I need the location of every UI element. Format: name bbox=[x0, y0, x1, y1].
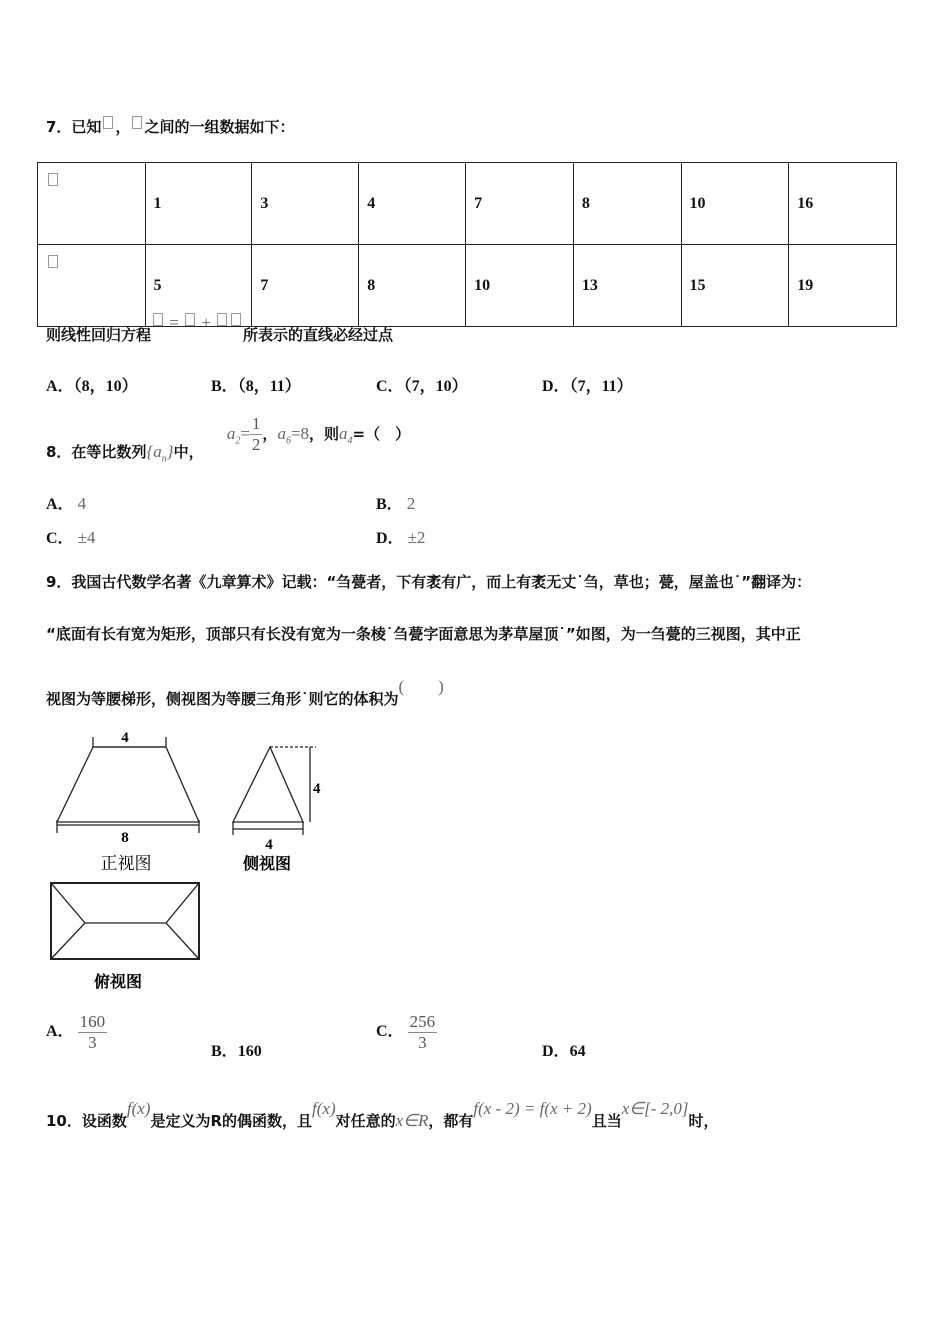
q8-half_num: 1 bbox=[251, 414, 261, 433]
q8-then: ，则 bbox=[309, 425, 340, 443]
q10-m2: f(x - 2) = f(x + 2) bbox=[473, 1099, 592, 1118]
cell: 1 bbox=[145, 163, 252, 245]
front-caption: 正视图 bbox=[100, 854, 152, 874]
q10-p2: 是定义为R的偶函数，且 bbox=[150, 1112, 313, 1130]
front-bottom-label: 8 bbox=[121, 830, 129, 846]
q7-option-b[interactable] bbox=[211, 373, 301, 396]
q9-line1: 9．我国古代数学名著《九章算术》记载：“刍甍者，下有袤有广，而上有袤无丈˙刍，草也；甍，屋盖也˙”翻译为： bbox=[46, 573, 812, 591]
q9-options-3-label: D． bbox=[542, 1043, 570, 1060]
q9-line2: “底面有长有宽为矩形，顶部只有长没有宽为一条棱˙刍甍字面意思为茅草屋顶˙”如图，为一刍甍的三视图，其中正 bbox=[46, 625, 801, 643]
q10-p4: ，都有 bbox=[428, 1112, 474, 1130]
cell: 16 bbox=[789, 163, 897, 245]
q9-option-c[interactable] bbox=[376, 1012, 437, 1053]
q8-options-3-text: ±2 bbox=[407, 528, 426, 547]
q8-tail: =（ ） bbox=[352, 425, 411, 443]
q7-options-2-label: C． bbox=[376, 378, 404, 395]
q9-options-1-label: B． bbox=[211, 1043, 238, 1060]
cell: 5 bbox=[145, 245, 252, 327]
q8-options-3-label: D． bbox=[376, 530, 404, 547]
q9-options-0-den: 3 bbox=[88, 1033, 97, 1052]
q7-option-a[interactable] bbox=[46, 373, 138, 396]
q8-seq_sub: n bbox=[161, 453, 167, 465]
q9-options-3-text: 64 bbox=[569, 1043, 586, 1060]
q8-stem: 8．在等比数列$\{a_n\}$中， $a_2=$ $\frac{1}{2}$ ，$a_6=8$，则$a_4=$（ ） bbox=[46, 414, 411, 465]
q7-options-1-label: B． bbox=[211, 378, 238, 395]
cell: 3 bbox=[252, 163, 359, 245]
q8-options-1-label: B． bbox=[376, 496, 403, 513]
cell: 13 bbox=[573, 245, 681, 327]
q8-a4_sub: 4 bbox=[347, 435, 353, 447]
q8-option-a[interactable] bbox=[46, 491, 86, 514]
q8-a4: a bbox=[339, 424, 348, 443]
q8-options-2-label: C． bbox=[46, 530, 74, 547]
cell: 10 bbox=[681, 163, 789, 245]
q7-options-1-text: （8，11） bbox=[237, 378, 301, 395]
q7-prefix: 7．已知 bbox=[46, 118, 102, 136]
y-placeholder-icon bbox=[132, 116, 142, 129]
q10-p3: 对任意的 bbox=[335, 1112, 396, 1130]
q10-m1: x∈R bbox=[395, 1111, 429, 1130]
q8-a6: a bbox=[277, 424, 286, 443]
q7-suffix: 之间的一组数据如下： bbox=[144, 118, 295, 136]
q8-options-0-text: 4 bbox=[77, 494, 87, 513]
y-header bbox=[38, 245, 146, 327]
q9-options-2-label: C． bbox=[376, 1023, 404, 1041]
q7-options-3-text: （7，11） bbox=[569, 378, 633, 395]
table-row bbox=[38, 163, 897, 245]
q8-seq: a bbox=[153, 442, 162, 461]
q7-data-table bbox=[37, 162, 897, 327]
three-view-figure bbox=[40, 725, 340, 1005]
q8-eq: = bbox=[240, 424, 250, 443]
q10-p6: 时， bbox=[688, 1112, 719, 1130]
x-placeholder-icon bbox=[103, 116, 113, 129]
cell: 8 bbox=[359, 245, 466, 327]
side-caption: 侧视图 bbox=[242, 854, 292, 873]
q9-paren: ( ) bbox=[398, 677, 444, 696]
q8-options-1-text: 2 bbox=[406, 494, 416, 513]
q9-line3 bbox=[46, 677, 444, 709]
q7-options-0-text: （8，10） bbox=[73, 378, 138, 395]
top-caption: 俯视图 bbox=[93, 972, 143, 991]
q7-options-0-label: A． bbox=[46, 378, 74, 395]
q8-option-d[interactable] bbox=[376, 525, 425, 548]
q7-option-c[interactable] bbox=[376, 373, 468, 396]
front-view bbox=[57, 737, 199, 833]
q8-mid: 中， bbox=[173, 443, 204, 461]
cell: 8 bbox=[573, 163, 681, 245]
q10-p1: 10．设函数 bbox=[46, 1112, 127, 1130]
q9-options-2-num: 256 bbox=[409, 1012, 436, 1031]
q8-a6_val: =8 bbox=[290, 424, 310, 443]
q10-f2: f(x) bbox=[312, 1099, 336, 1118]
q9-option-b[interactable] bbox=[211, 1038, 262, 1061]
cell: 10 bbox=[466, 245, 574, 327]
q9-options-0-label: A． bbox=[46, 1023, 74, 1041]
cell: 19 bbox=[789, 245, 897, 327]
text: 则线性回归方程 bbox=[46, 326, 152, 344]
q7-stem: 7．已知 ， 之间的一组数据如下： bbox=[46, 118, 295, 136]
q7-options-2-text: （7，10） bbox=[403, 378, 468, 395]
cell: 7 bbox=[466, 163, 574, 245]
q8-a6_sub: 6 bbox=[285, 435, 291, 447]
q9-options-0-num: 160 bbox=[79, 1012, 106, 1031]
q8-prefix: 8．在等比数列 bbox=[46, 443, 147, 461]
text: 所表示的直线必经过点 bbox=[243, 326, 394, 344]
q9-options-2-den: 3 bbox=[418, 1033, 427, 1052]
q9-option-d[interactable] bbox=[542, 1038, 586, 1061]
front-top-label: 4 bbox=[121, 730, 129, 746]
q8-option-c[interactable] bbox=[46, 525, 95, 548]
q7-line2 bbox=[46, 313, 394, 345]
q7-options-3-label: D． bbox=[542, 378, 570, 395]
y-placeholder-icon bbox=[48, 255, 58, 268]
cell: 15 bbox=[681, 245, 789, 327]
q8-option-b[interactable] bbox=[376, 491, 415, 514]
q10-m3: x∈[- 2,0] bbox=[621, 1099, 689, 1118]
q8-sep: ， bbox=[262, 425, 278, 443]
q9-line3: 视图为等腰梯形，侧视图为等腰三角形˙则它的体积为 bbox=[46, 690, 399, 708]
top-view bbox=[51, 883, 199, 959]
side-height-label: 4 bbox=[313, 781, 321, 797]
cell: 4 bbox=[359, 163, 466, 245]
q9-options-1-text: 160 bbox=[237, 1043, 262, 1060]
q8-a2_sub: 2 bbox=[235, 435, 241, 447]
q7-option-d[interactable] bbox=[542, 373, 633, 396]
cell: 7 bbox=[252, 245, 359, 327]
q8-a2: a bbox=[226, 424, 236, 443]
side-bottom-label: 4 bbox=[265, 837, 273, 853]
q10-f1: f(x) bbox=[126, 1099, 151, 1118]
side-view bbox=[233, 747, 316, 835]
q10-p5: 且当 bbox=[591, 1112, 622, 1130]
x-header bbox=[38, 163, 146, 245]
q8-half_den: 2 bbox=[251, 435, 261, 454]
x-placeholder-icon bbox=[48, 173, 58, 186]
q10-stem bbox=[46, 1098, 719, 1130]
q8-options-2-text: ±4 bbox=[77, 528, 96, 547]
regression-equation-image: = + bbox=[151, 313, 243, 333]
q8-options-0-label: A． bbox=[46, 496, 74, 513]
q9-option-a[interactable] bbox=[46, 1012, 107, 1053]
